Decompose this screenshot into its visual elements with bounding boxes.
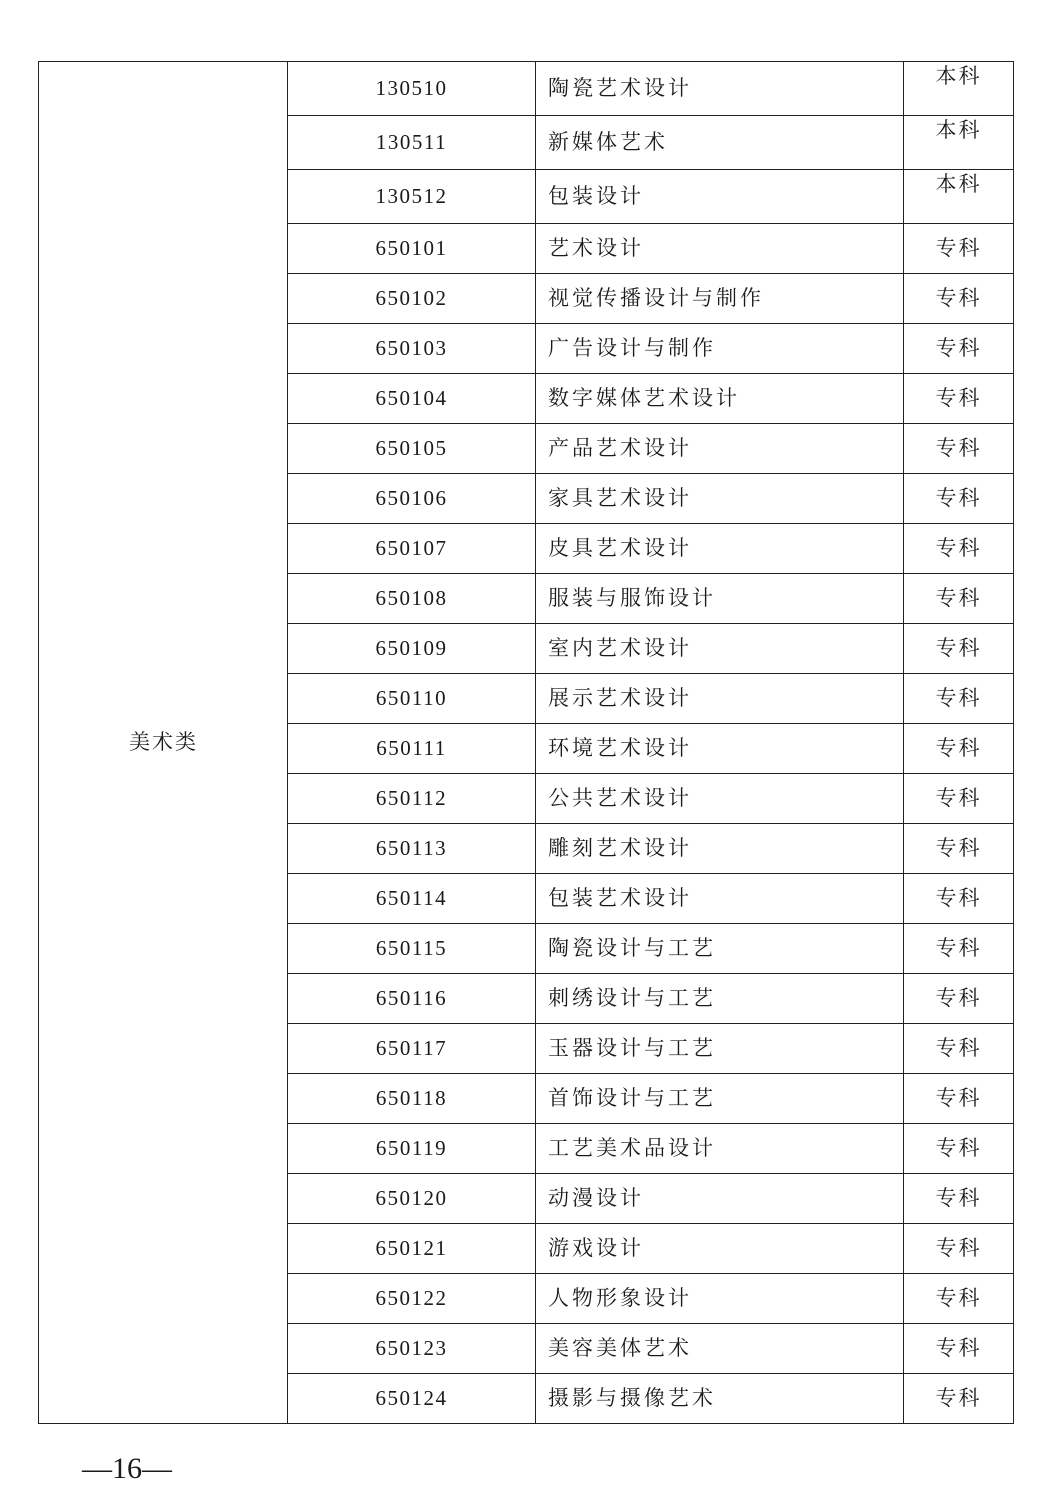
major-name-cell: 动漫设计 — [536, 1174, 904, 1224]
major-name-cell: 玉器设计与工艺 — [536, 1024, 904, 1074]
major-code-cell: 650119 — [288, 1124, 536, 1174]
major-name-cell: 游戏设计 — [536, 1224, 904, 1274]
page-number: —16— — [82, 1452, 172, 1485]
majors-table-body — [39, 62, 1014, 1424]
major-name-cell: 环境艺术设计 — [536, 724, 904, 774]
education-level-cell: 本科 — [904, 170, 1014, 224]
major-code-cell: 650108 — [288, 574, 536, 624]
major-code-cell: 650118 — [288, 1074, 536, 1124]
education-level-cell: 专科 — [904, 1074, 1014, 1124]
majors-table-container — [38, 61, 1013, 1424]
major-code-cell: 650117 — [288, 1024, 536, 1074]
education-level-cell: 专科 — [904, 1374, 1014, 1424]
major-code-cell: 650109 — [288, 624, 536, 674]
table-row — [39, 62, 1014, 116]
education-level-cell: 专科 — [904, 374, 1014, 424]
major-code-cell: 650102 — [288, 274, 536, 324]
major-code-cell: 650115 — [288, 924, 536, 974]
major-code-cell: 650101 — [288, 224, 536, 274]
major-name-cell: 美容美体艺术 — [536, 1324, 904, 1374]
major-name-cell: 工艺美术品设计 — [536, 1124, 904, 1174]
category-cell: 美术类 — [39, 62, 288, 1424]
major-name-cell: 展示艺术设计 — [536, 674, 904, 724]
major-name-cell: 数字媒体艺术设计 — [536, 374, 904, 424]
major-code-cell: 130510 — [288, 62, 536, 116]
major-name-cell: 人物形象设计 — [536, 1274, 904, 1324]
major-code-cell: 650112 — [288, 774, 536, 824]
education-level-cell: 专科 — [904, 1024, 1014, 1074]
major-name-cell: 视觉传播设计与制作 — [536, 274, 904, 324]
major-name-cell: 陶瓷设计与工艺 — [536, 924, 904, 974]
major-code-cell: 130512 — [288, 170, 536, 224]
education-level-cell: 专科 — [904, 574, 1014, 624]
education-level-cell: 本科 — [904, 62, 1014, 116]
education-level-cell: 专科 — [904, 924, 1014, 974]
education-level-cell: 专科 — [904, 674, 1014, 724]
major-name-cell: 陶瓷艺术设计 — [536, 62, 904, 116]
majors-table — [38, 61, 1014, 1424]
major-name-cell: 家具艺术设计 — [536, 474, 904, 524]
education-level-cell: 专科 — [904, 274, 1014, 324]
major-name-cell: 艺术设计 — [536, 224, 904, 274]
education-level-cell: 专科 — [904, 724, 1014, 774]
major-code-cell: 650103 — [288, 324, 536, 374]
major-name-cell: 摄影与摄像艺术 — [536, 1374, 904, 1424]
education-level-cell: 专科 — [904, 824, 1014, 874]
education-level-cell: 专科 — [904, 624, 1014, 674]
major-code-cell: 650105 — [288, 424, 536, 474]
major-name-cell: 雕刻艺术设计 — [536, 824, 904, 874]
major-code-cell: 130511 — [288, 116, 536, 170]
education-level-cell: 专科 — [904, 1224, 1014, 1274]
education-level-cell: 专科 — [904, 324, 1014, 374]
major-code-cell: 650121 — [288, 1224, 536, 1274]
major-name-cell: 包装设计 — [536, 170, 904, 224]
education-level-cell: 专科 — [904, 474, 1014, 524]
major-code-cell: 650114 — [288, 874, 536, 924]
education-level-cell: 专科 — [904, 874, 1014, 924]
major-name-cell: 产品艺术设计 — [536, 424, 904, 474]
major-code-cell: 650107 — [288, 524, 536, 574]
education-level-cell: 本科 — [904, 116, 1014, 170]
major-code-cell: 650122 — [288, 1274, 536, 1324]
major-code-cell: 650124 — [288, 1374, 536, 1424]
major-code-cell: 650111 — [288, 724, 536, 774]
major-name-cell: 包装艺术设计 — [536, 874, 904, 924]
education-level-cell: 专科 — [904, 224, 1014, 274]
major-name-cell: 广告设计与制作 — [536, 324, 904, 374]
major-code-cell: 650104 — [288, 374, 536, 424]
major-name-cell: 皮具艺术设计 — [536, 524, 904, 574]
major-name-cell: 公共艺术设计 — [536, 774, 904, 824]
major-code-cell: 650106 — [288, 474, 536, 524]
major-name-cell: 室内艺术设计 — [536, 624, 904, 674]
major-name-cell: 首饰设计与工艺 — [536, 1074, 904, 1124]
major-code-cell: 650116 — [288, 974, 536, 1024]
education-level-cell: 专科 — [904, 1324, 1014, 1374]
education-level-cell: 专科 — [904, 1274, 1014, 1324]
education-level-cell: 专科 — [904, 1174, 1014, 1224]
major-name-cell: 刺绣设计与工艺 — [536, 974, 904, 1024]
education-level-cell: 专科 — [904, 774, 1014, 824]
education-level-cell: 专科 — [904, 424, 1014, 474]
major-code-cell: 650123 — [288, 1324, 536, 1374]
major-name-cell: 新媒体艺术 — [536, 116, 904, 170]
major-name-cell: 服装与服饰设计 — [536, 574, 904, 624]
education-level-cell: 专科 — [904, 1124, 1014, 1174]
major-code-cell: 650120 — [288, 1174, 536, 1224]
education-level-cell: 专科 — [904, 524, 1014, 574]
education-level-cell: 专科 — [904, 974, 1014, 1024]
major-code-cell: 650110 — [288, 674, 536, 724]
major-code-cell: 650113 — [288, 824, 536, 874]
